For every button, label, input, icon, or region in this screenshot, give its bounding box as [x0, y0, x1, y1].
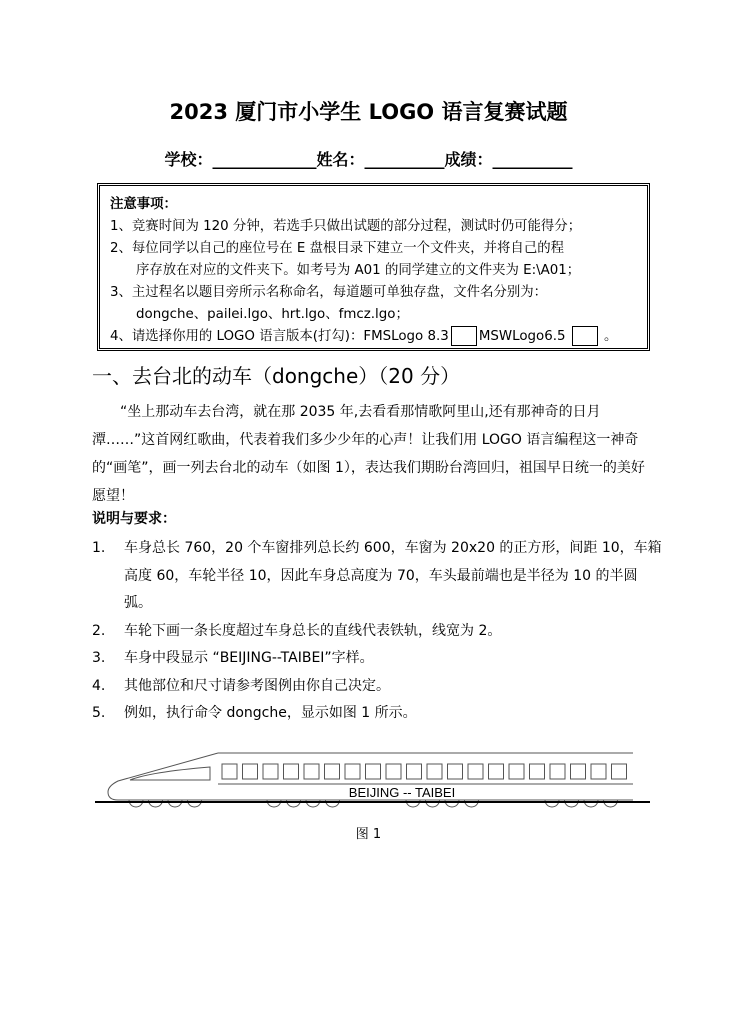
train-window: [489, 764, 504, 779]
item-text: 例如，执行命令 dongche，显示如图 1 所示。: [124, 705, 417, 721]
intro-paragraph: “坐上那动车去台湾，就在那 2035 年,去看看那情歌阿里山,还有那神奇的日月潭……”这首网红歌曲，代表着我们多少少年的心声！让我们用 LOGO 语言编程这一神奇的“画笔”，画一列去台北的动车（如图 1），表达我们期盼台湾回归，祖国早日统一的美好愿望！: [92, 404, 645, 504]
notice-heading: 注意事项：: [110, 197, 177, 212]
item-number: 3.: [92, 650, 106, 666]
train-window: [571, 764, 586, 779]
item-text: 其他部位和尺寸请参考图例由你自己决定。: [124, 677, 390, 694]
train-window: [591, 764, 606, 779]
train-window: [304, 764, 319, 779]
train-label: BEIJING -- TAIBEI: [348, 785, 456, 800]
train-window: [427, 764, 442, 779]
train-window: [222, 764, 237, 779]
requirements-heading: 说明与要求：: [92, 511, 176, 527]
page-title: 2023 厦门市小学生 LOGO 语言复赛试题: [169, 100, 568, 124]
train-window: [509, 764, 524, 779]
version-prompt: 4、请选择你用的 LOGO 语言版本(打勾)：FMSLogo 8.3: [110, 329, 449, 344]
item-text: 车轮下画一条长度超过车身总长的直线代表铁轨，线宽为 2。: [124, 622, 502, 639]
notice-item: 2、每位同学以自己的座位号在 E 盘根目录下建立一个文件夹，并将自己的程: [110, 241, 564, 256]
front-window: [130, 767, 210, 780]
notice-item: 序存放在对应的文件夹下。如考号为 A01 的同学建立的文件夹为 E:\A01；: [136, 263, 581, 278]
period: 。: [604, 329, 618, 344]
item-number: 1.: [92, 540, 106, 556]
train-window: [243, 764, 258, 779]
item-text: 车身总长 760，20 个车窗排列总长约 600，车窗为 20x20 的正方形，间距 10，车箱高度 60，车轮半径 10，因此车身总高度为 70，车头最前端也是半径为 10 的半圆弧。: [124, 540, 662, 611]
item-number: 2.: [92, 622, 106, 639]
train-window: [530, 764, 545, 779]
train-window: [407, 764, 422, 779]
item-text: 车身中段显示 “BEIJING--TAIBEI”字样。: [124, 650, 374, 666]
item-number: 4.: [92, 677, 106, 694]
train-window: [325, 764, 340, 779]
train-window: [263, 764, 278, 779]
train-window: [366, 764, 381, 779]
train-window: [612, 764, 627, 779]
notice-item: dongche、pailei.lgo、hrt.lgo、fmcz.lgo；: [136, 307, 409, 322]
notice-item: 3、主过程名以题目旁所示名称命名，每道题可单独存盘，文件名分别为：: [110, 285, 548, 300]
train-window: [284, 764, 299, 779]
train-window: [550, 764, 565, 779]
mswlogo-label: MSWLogo6.5: [478, 329, 566, 344]
train-window: [345, 764, 360, 779]
figure-caption: 图 1: [355, 827, 382, 842]
notice-item: 1、竞赛时间为 120 分钟，若选手只做出试题的部分过程，测试时仍可能得分；: [110, 219, 582, 234]
train-window: [448, 764, 463, 779]
train-window: [468, 764, 483, 779]
train-window: [386, 764, 401, 779]
item-number: 5.: [92, 705, 106, 721]
section-title: 一、去台北的动车（dongche）（20 分）: [92, 364, 461, 388]
student-info-line: 学校：_____________姓名：__________成绩：__________: [164, 150, 573, 169]
